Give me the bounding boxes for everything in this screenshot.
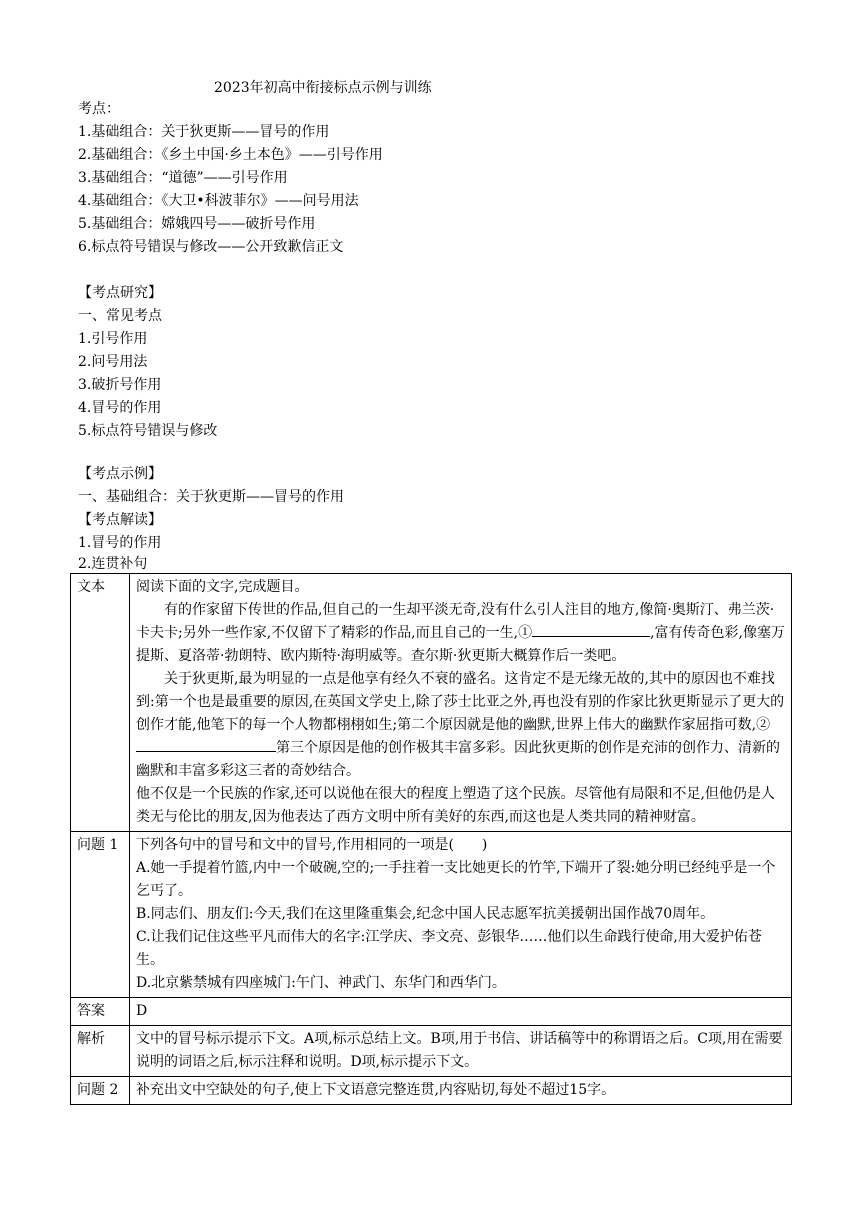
kaodian-item: 3.基础组合：“道德”——引号作用 <box>78 170 288 186</box>
question-2-stem: 补充出文中空缺处的句子,使上下文语意完整连贯,内容贴切,每处不超过15字。 <box>130 1077 792 1105</box>
kaodian-item: 2.基础组合：《乡土中国·乡土本色》——引号作用 <box>78 147 383 163</box>
text-intro: 阅读下面的文字,完成题目。 <box>136 579 309 595</box>
yanjiu-heading: 【考点研究】 <box>78 285 162 301</box>
paragraph-part: 第三个原因是他的创作极其丰富多彩。因此狄更斯的创作是充沛的创作力、清新的幽默和丰富多彩这三者的奇妙结合。 <box>136 740 780 779</box>
table-row <box>71 1077 792 1105</box>
yanjiu-item: 3.破折号作用 <box>78 377 162 393</box>
option-b: B.同志们、朋友们:今天,我们在这里隆重集会,纪念中国人民志愿军抗美援朝出国作战70周年。 <box>136 906 715 922</box>
jiedu-item: 2.连贯补句 <box>78 556 148 572</box>
table-row <box>71 574 792 832</box>
shili-heading: 【考点示例】 <box>78 466 162 482</box>
yanjiu-subheading: 一、常见考点 <box>78 308 162 324</box>
page-title: 2023年初高中衔接标点示例与训练 <box>214 80 432 96</box>
yanjiu-item: 1.引号作用 <box>78 331 148 347</box>
question-1-stem: 下列各句中的冒号和文中的冒号,作用相同的一项是( ) <box>136 837 488 853</box>
question-1-label: 问题 1 <box>71 832 130 998</box>
yanjiu-item: 4.冒号的作用 <box>78 400 162 416</box>
table-row <box>71 1026 792 1077</box>
question-1-cell <box>130 832 792 998</box>
option-a: A.她一手提着竹篮,内中一个破碗,空的;一手拄着一支比她更长的竹竿,下端开了裂:她分明已经纯乎是一个乞丐了。 <box>136 860 776 899</box>
text-cell <box>130 574 792 832</box>
table-row <box>71 998 792 1026</box>
jiedu-heading: 【考点解读】 <box>78 512 162 528</box>
kaodian-item: 1.基础组合：关于狄更斯——冒号的作用 <box>78 124 330 140</box>
answer-value: D <box>130 998 792 1026</box>
kaodian-heading: 考点： <box>78 101 120 117</box>
kaodian-item: 5.基础组合：嫦娥四号——破折号作用 <box>78 216 316 232</box>
yanjiu-item: 2.问号用法 <box>78 354 148 370</box>
option-c: C.让我们记住这些平凡而伟大的名字:江学庆、李文亮、彭银华……他们以生命践行使命,用大爱护佑苍生。 <box>136 929 762 968</box>
paragraph-part: ,富有传奇色彩,像塞万提斯、夏洛蒂·勃朗特、欧内斯特·海明威等。查尔斯·狄更斯大概算作后一类吧。 <box>136 625 785 664</box>
text-paragraph-3: 他不仅是一个民族的作家,还可以说他在很大的程度上塑造了这个民族。尽管他有局限和不足,但他仍是人类无与伦比的朋友,因为他表达了西方文明中所有美好的东西,而这也是人类共同的精神财富。 <box>136 786 775 825</box>
question-2-label: 问题 2 <box>71 1077 130 1105</box>
text-label: 文本 <box>71 574 130 832</box>
paragraph-part: 关于狄更斯,最为明显的一点是他享有经久不衰的盛名。这肯定不是无缘无故的,其中的原因也不难找到:第一个也是最重要的原因,在英国文学史上,除了莎士比亚之外,再也没有别的作家比狄更斯显示了更大的创作才能,他笔下的每一个人物都栩栩如生;第二个原因就是他的幽默,世界上伟大的幽默作家屈指可数,② <box>136 671 785 733</box>
text-paragraph-1 <box>136 599 785 668</box>
shili-subheading: 一、基础组合：关于狄更斯——冒号的作用 <box>78 489 344 505</box>
kaodian-item: 6.标点符号错误与修改——公开致歉信正文 <box>78 239 344 255</box>
fill-blank-1[interactable] <box>532 622 650 637</box>
jiedu-item: 1.冒号的作用 <box>78 535 162 551</box>
analysis-text: 文中的冒号标示提示下文。A项,标示总结上文。B项,用于书信、讲话稿等中的称谓语之后。C项,用在需要说明的词语之后,标示注释和说明。D项,标示提示下文。 <box>130 1026 792 1077</box>
paragraph-part: 有的作家留下传世的作品,但自己的一生却平淡无奇,没有什么引人注目的地方,像简·奥斯汀、弗兰茨·卡夫卡;另外一些作家,不仅留下了精彩的作品,而且自己的一生,① <box>136 602 775 641</box>
fill-blank-2[interactable] <box>136 737 276 752</box>
kaodian-item: 4.基础组合：《大卫•科波菲尔》——问号用法 <box>78 193 359 209</box>
yanjiu-item: 5.标点符号错误与修改 <box>78 423 218 439</box>
answer-label: 答案 <box>71 998 130 1026</box>
table-row <box>71 832 792 998</box>
question-table <box>70 573 792 1105</box>
analysis-label: 解析 <box>71 1026 130 1077</box>
option-d: D.北京紫禁城有四座城门:午门、神武门、东华门和西华门。 <box>136 975 506 991</box>
text-paragraph-2 <box>136 668 785 783</box>
